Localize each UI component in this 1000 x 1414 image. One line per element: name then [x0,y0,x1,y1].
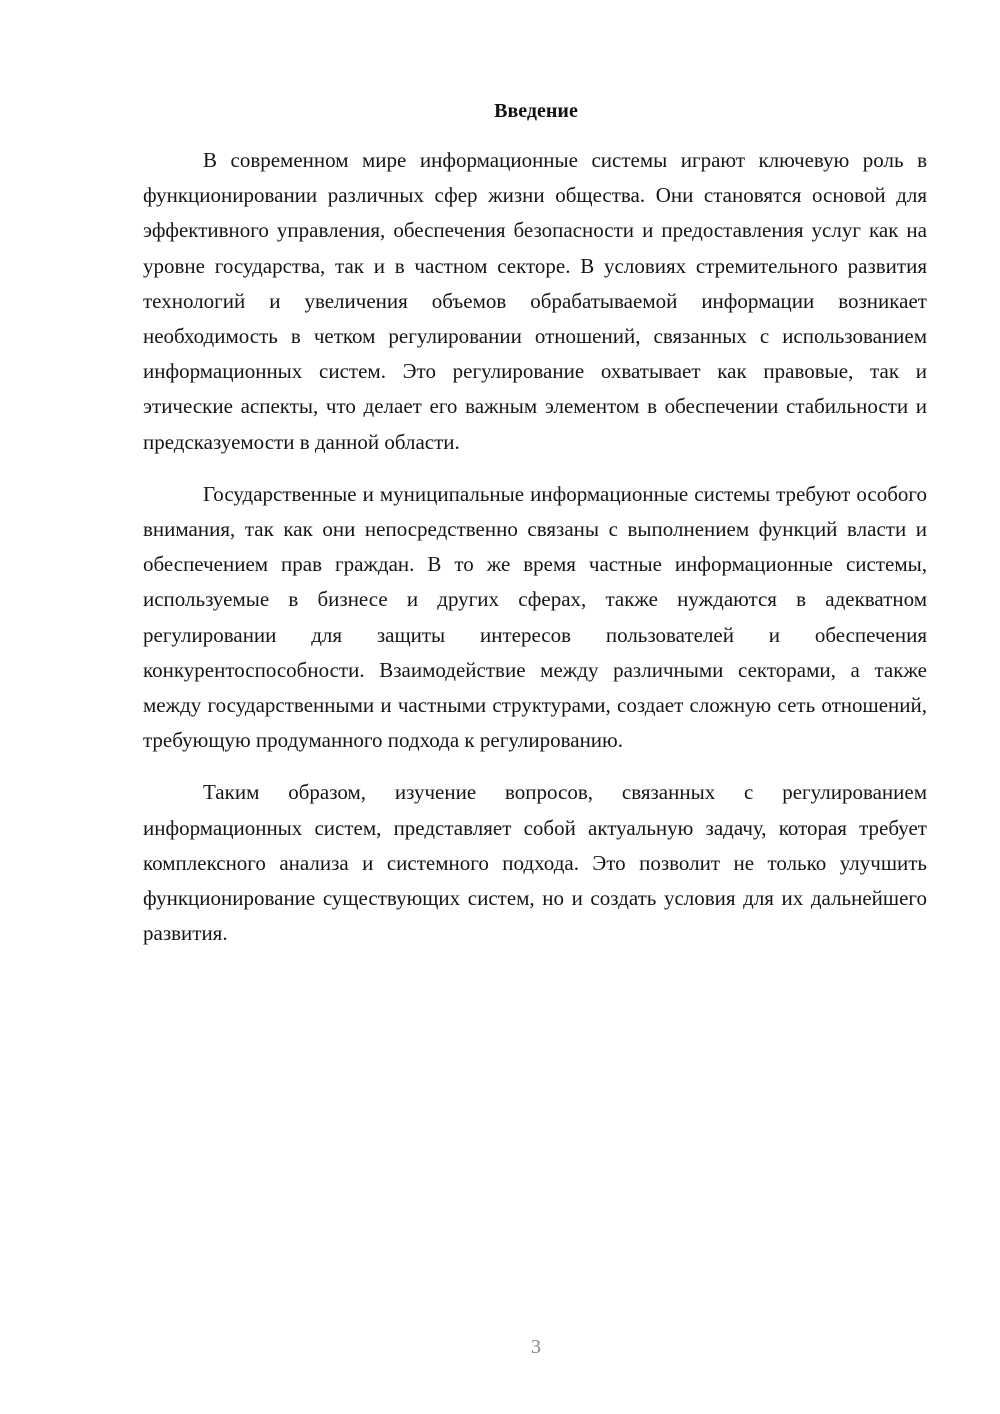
paragraph-1: В современном мире информационные системы играют ключевую роль в функционировании различных сфер жизни общества. Они становятся основой для эффективного управления, обеспечения безопасности и предоставления услуг как на уровне государства, так и в частном секторе. В условиях стремительного развития технологий и увеличения объемов обрабатываемой информации возникает необходимость в четком регулировании отношений, связанных с использованием информационных систем. Это регулирование охватывает как правовые, так и этические аспекты, что делает его важным элементом в обеспечении стабильности и предсказуемости в данной области. [143,148,927,454]
page-number: 3 [531,1336,541,1358]
paragraph-3: Таким образом, изучение вопросов, связанных с регулированием информационных систем, представляет собой актуальную задачу, которая требует комплексного анализа и системного подхода. Это позволит не только улучшить функционирование существующих систем, но и создать условия для их дальнейшего развития. [143,780,927,946]
section-title: Введение [494,100,578,122]
paragraph-2: Государственные и муниципальные информационные системы требуют особого внимания, так как они непосредственно связаны с выполнением функций власти и обеспечением прав граждан. В то же время частные информационные системы, используемые в бизнесе и других сферах, также нуждаются в адекватном регулировании для защиты интересов пользователей и обеспечения конкурентоспособности. Взаимодействие между различными секторами, а также между государственными и частными структурами, создает сложную сеть отношений, требующую продуманного подхода к регулированию. [143,481,927,753]
body-text [143,143,927,968]
